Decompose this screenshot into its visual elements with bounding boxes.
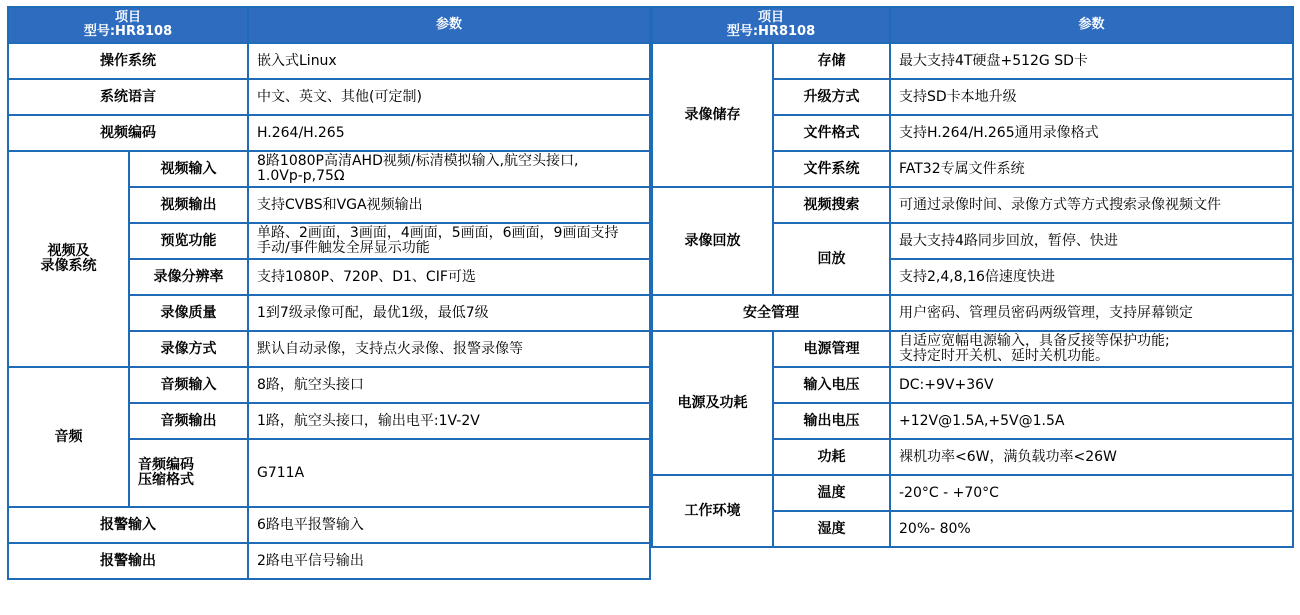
header-item-title: 项目 xyxy=(114,10,141,25)
row-label: 操作系统 xyxy=(8,43,248,79)
row-value: 支持SD卡本地升级 xyxy=(890,79,1293,115)
group-label-storage: 录像储存 xyxy=(652,43,773,187)
row-label: 安全管理 xyxy=(652,295,890,331)
row-value: 默认自动录像，支持点火录像、报警录像等 xyxy=(248,331,650,367)
row-label: 输出电压 xyxy=(773,403,890,439)
header-item xyxy=(8,7,248,43)
row-value: 支持1080P、720P、D1、CIF可选 xyxy=(248,259,650,295)
table-row xyxy=(8,367,650,403)
row-value: 最大支持4路同步回放，暂停、快进 xyxy=(890,223,1293,259)
header-param: 参数 xyxy=(890,7,1293,43)
group-label-video xyxy=(8,151,129,367)
row-label: 音频输入 xyxy=(129,367,248,403)
row-label: 视频输入 xyxy=(129,151,248,187)
table-row xyxy=(8,507,650,543)
row-label: 报警输出 xyxy=(8,543,248,579)
header-param: 参数 xyxy=(248,7,650,43)
group-label-playback: 录像回放 xyxy=(652,187,773,295)
row-label: 回放 xyxy=(773,223,890,295)
header-item-title: 项目 xyxy=(757,10,784,25)
group-label-line: 录像系统 xyxy=(40,258,97,274)
row-label: 音频编码 压缩格式 xyxy=(129,439,248,507)
table-row xyxy=(652,475,1293,511)
table-row xyxy=(8,115,650,151)
row-label: 视频编码 xyxy=(8,115,248,151)
row-label: 音频输出 xyxy=(129,403,248,439)
row-label: 文件系统 xyxy=(773,151,890,187)
table-row xyxy=(8,43,650,79)
table-row xyxy=(8,151,650,187)
row-value: H.264/H.265 xyxy=(248,115,650,151)
row-value: FAT32专属文件系统 xyxy=(890,151,1293,187)
row-value: G711A xyxy=(248,439,650,507)
row-value: 8路，航空头接口 xyxy=(248,367,650,403)
row-label: 视频输出 xyxy=(129,187,248,223)
table-row xyxy=(8,543,650,579)
row-value: 1到7级录像可配，最优1级，最低7级 xyxy=(248,295,650,331)
row-label: 功耗 xyxy=(773,439,890,475)
group-label-environment: 工作环境 xyxy=(652,475,773,547)
group-label-power: 电源及功耗 xyxy=(652,331,773,475)
row-label: 录像分辨率 xyxy=(129,259,248,295)
table-header-row xyxy=(652,7,1293,43)
row-value: 用户密码、管理员密码两级管理，支持屏幕锁定 xyxy=(890,295,1293,331)
group-label-line: 视频及 xyxy=(47,243,90,259)
header-model: 型号:HR8108 xyxy=(726,24,816,39)
row-value: 单路、2画面，3画面，4画面，5画面，6画面，9画面支持 手动/事件触发全屏显示功能 xyxy=(248,223,650,259)
row-value: 支持CVBS和VGA视频输出 xyxy=(248,187,650,223)
row-value: +12V@1.5A,+5V@1.5A xyxy=(890,403,1293,439)
row-label: 升级方式 xyxy=(773,79,890,115)
row-label: 预览功能 xyxy=(129,223,248,259)
table-row xyxy=(652,331,1293,367)
row-label: 存储 xyxy=(773,43,890,79)
row-value: 支持H.264/H.265通用录像格式 xyxy=(890,115,1293,151)
table-row xyxy=(652,295,1293,331)
row-value: 8路1080P高清AHD视频/标清模拟输入,航空头接口, 1.0Vp-p,75Ω xyxy=(248,151,650,187)
row-label: 湿度 xyxy=(773,511,890,547)
spec-table-right xyxy=(651,6,1294,548)
table-row xyxy=(8,79,650,115)
row-label: 系统语言 xyxy=(8,79,248,115)
header-model: 型号:HR8108 xyxy=(83,24,173,39)
row-value: 2路电平信号输出 xyxy=(248,543,650,579)
row-label: 电源管理 xyxy=(773,331,890,367)
row-value: 6路电平报警输入 xyxy=(248,507,650,543)
row-label: 视频搜索 xyxy=(773,187,890,223)
row-value: -20°C - +70°C xyxy=(890,475,1293,511)
row-value: 1路，航空头接口，输出电平:1V-2V xyxy=(248,403,650,439)
row-value: 可通过录像时间、录像方式等方式搜索录像视频文件 xyxy=(890,187,1293,223)
row-value: 中文、英文、其他(可定制) xyxy=(248,79,650,115)
spec-table-left xyxy=(7,6,651,580)
row-value: DC:+9V+36V xyxy=(890,367,1293,403)
row-label: 温度 xyxy=(773,475,890,511)
header-item xyxy=(652,7,890,43)
table-row xyxy=(652,43,1293,79)
row-value: 嵌入式Linux xyxy=(248,43,650,79)
row-label: 报警输入 xyxy=(8,507,248,543)
row-value: 自适应宽幅电源输入，具备反接等保护功能; 支持定时开关机、延时关机功能。 xyxy=(890,331,1293,367)
row-label: 文件格式 xyxy=(773,115,890,151)
row-label: 输入电压 xyxy=(773,367,890,403)
row-label: 录像方式 xyxy=(129,331,248,367)
row-value: 20%- 80% xyxy=(890,511,1293,547)
row-value: 支持2,4,8,16倍速度快进 xyxy=(890,259,1293,295)
table-header-row xyxy=(8,7,650,43)
table-row xyxy=(652,187,1293,223)
group-label-audio: 音频 xyxy=(8,367,129,507)
row-label: 录像质量 xyxy=(129,295,248,331)
row-value: 裸机功率<6W，满负载功率<26W xyxy=(890,439,1293,475)
row-value: 最大支持4T硬盘+512G SD卡 xyxy=(890,43,1293,79)
